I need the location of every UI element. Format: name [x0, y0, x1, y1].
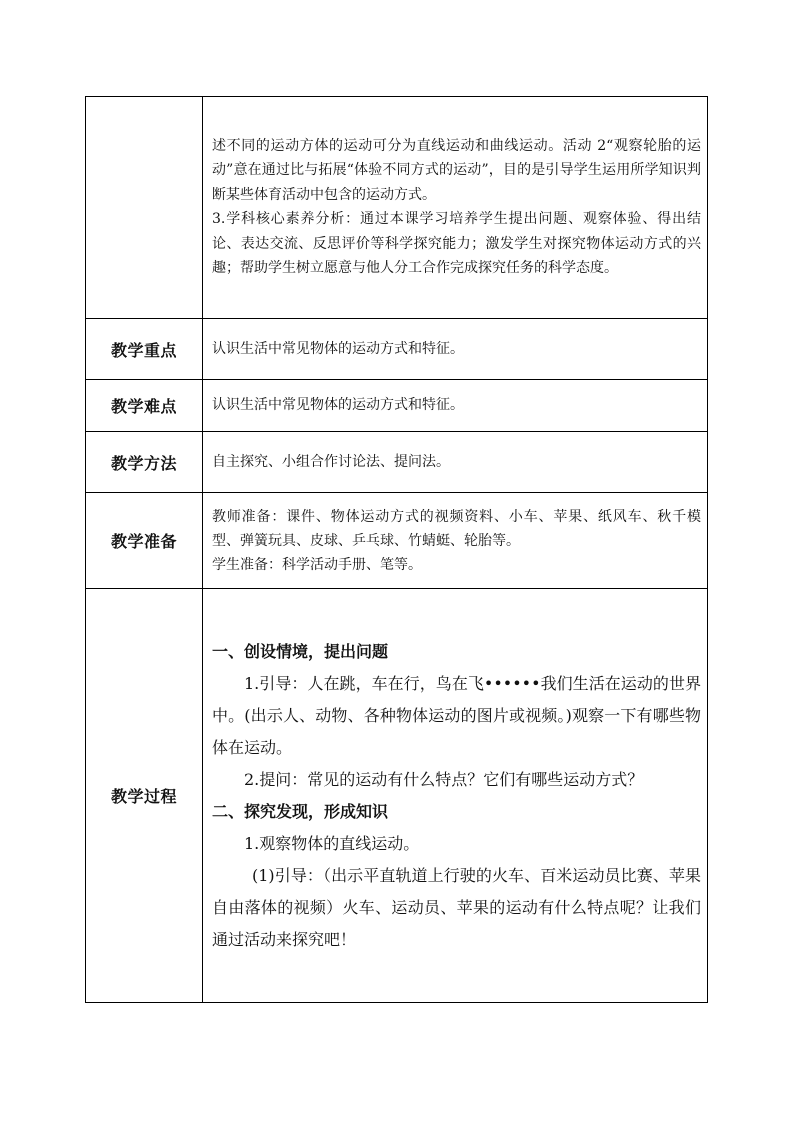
row-label-teaching-preparation: 教学准备: [86, 493, 203, 589]
student-preparation: 学生准备：科学活动手册、笔等。: [212, 556, 422, 573]
section-heading-1: 一、创设情境，提出问题: [212, 642, 389, 661]
lesson-plan-table: [85, 96, 708, 1003]
table-row-method: [86, 432, 708, 493]
teaching-process-content: [203, 589, 708, 1003]
teaching-method-content: 自主探究、小组合作讨论法、提问法。: [203, 432, 708, 493]
process-paragraph-observe: 1.观察物体的直线运动。: [244, 834, 420, 853]
table-row-intro: [86, 97, 708, 319]
table-row-process: [86, 589, 708, 1003]
row-label-teaching-focus: 教学重点: [86, 319, 203, 380]
teaching-focus-content: 认识生活中常见物体的运动方式和特征。: [203, 319, 708, 380]
table-row-focus: [86, 319, 708, 380]
table-row-difficulty: [86, 380, 708, 432]
section-heading-2: 二、探究发现，形成知识: [212, 802, 389, 821]
process-paragraph-question: 2.提问：常见的运动有什么特点？它们有哪些运动方式？: [244, 770, 644, 789]
table-row-preparation: [86, 493, 708, 589]
intro-content-cell: [203, 97, 708, 319]
row-label-empty: [86, 97, 203, 319]
teaching-difficulty-content: 认识生活中常见物体的运动方式和特征。: [203, 380, 708, 432]
row-label-teaching-difficulty: 教学难点: [86, 380, 203, 432]
teacher-preparation: 教师准备：课件、物体运动方式的视频资料、小车、苹果、纸风车、秋千模型、弹簧玩具、皮球、乒乓球、竹蜻蜓、轮胎等。: [212, 508, 701, 549]
teaching-preparation-content: [203, 493, 708, 589]
process-paragraph-guide: 1.引导：人在跳，车在行，鸟在飞••••••我们生活在运动的世界中。(出示人、动物、各种物体运动的图片或视频。)观察一下有哪些物体在运动。: [212, 674, 701, 757]
process-paragraph-guide-2: (1)引导：（出示平直轨道上行驶的火车、百米运动员比赛、苹果自由落体的视频）火车、运动员、苹果的运动有什么特点呢？让我们通过活动来探究吧！: [212, 866, 701, 949]
row-label-teaching-method: 教学方法: [86, 432, 203, 493]
core-literacy-paragraph: 3.学科核心素养分析：通过本课学习培养学生提出问题、观察体验、得出结论、表达交流、反思评价等科学探究能力；激发学生对探究物体运动方式的兴趣；帮助学生树立愿意与他人分工合作完成探究任务的科学态度。: [212, 211, 701, 276]
row-label-teaching-process: 教学过程: [86, 589, 203, 1003]
intro-paragraph: 述不同的运动方体的运动可分为直线运动和曲线运动。活动 2“观察轮胎的运动”意在通过比与拓展“体验不同方式的运动”，目的是引导学生运用所学知识判断某些体育活动中包含的运动方式。: [212, 137, 701, 203]
